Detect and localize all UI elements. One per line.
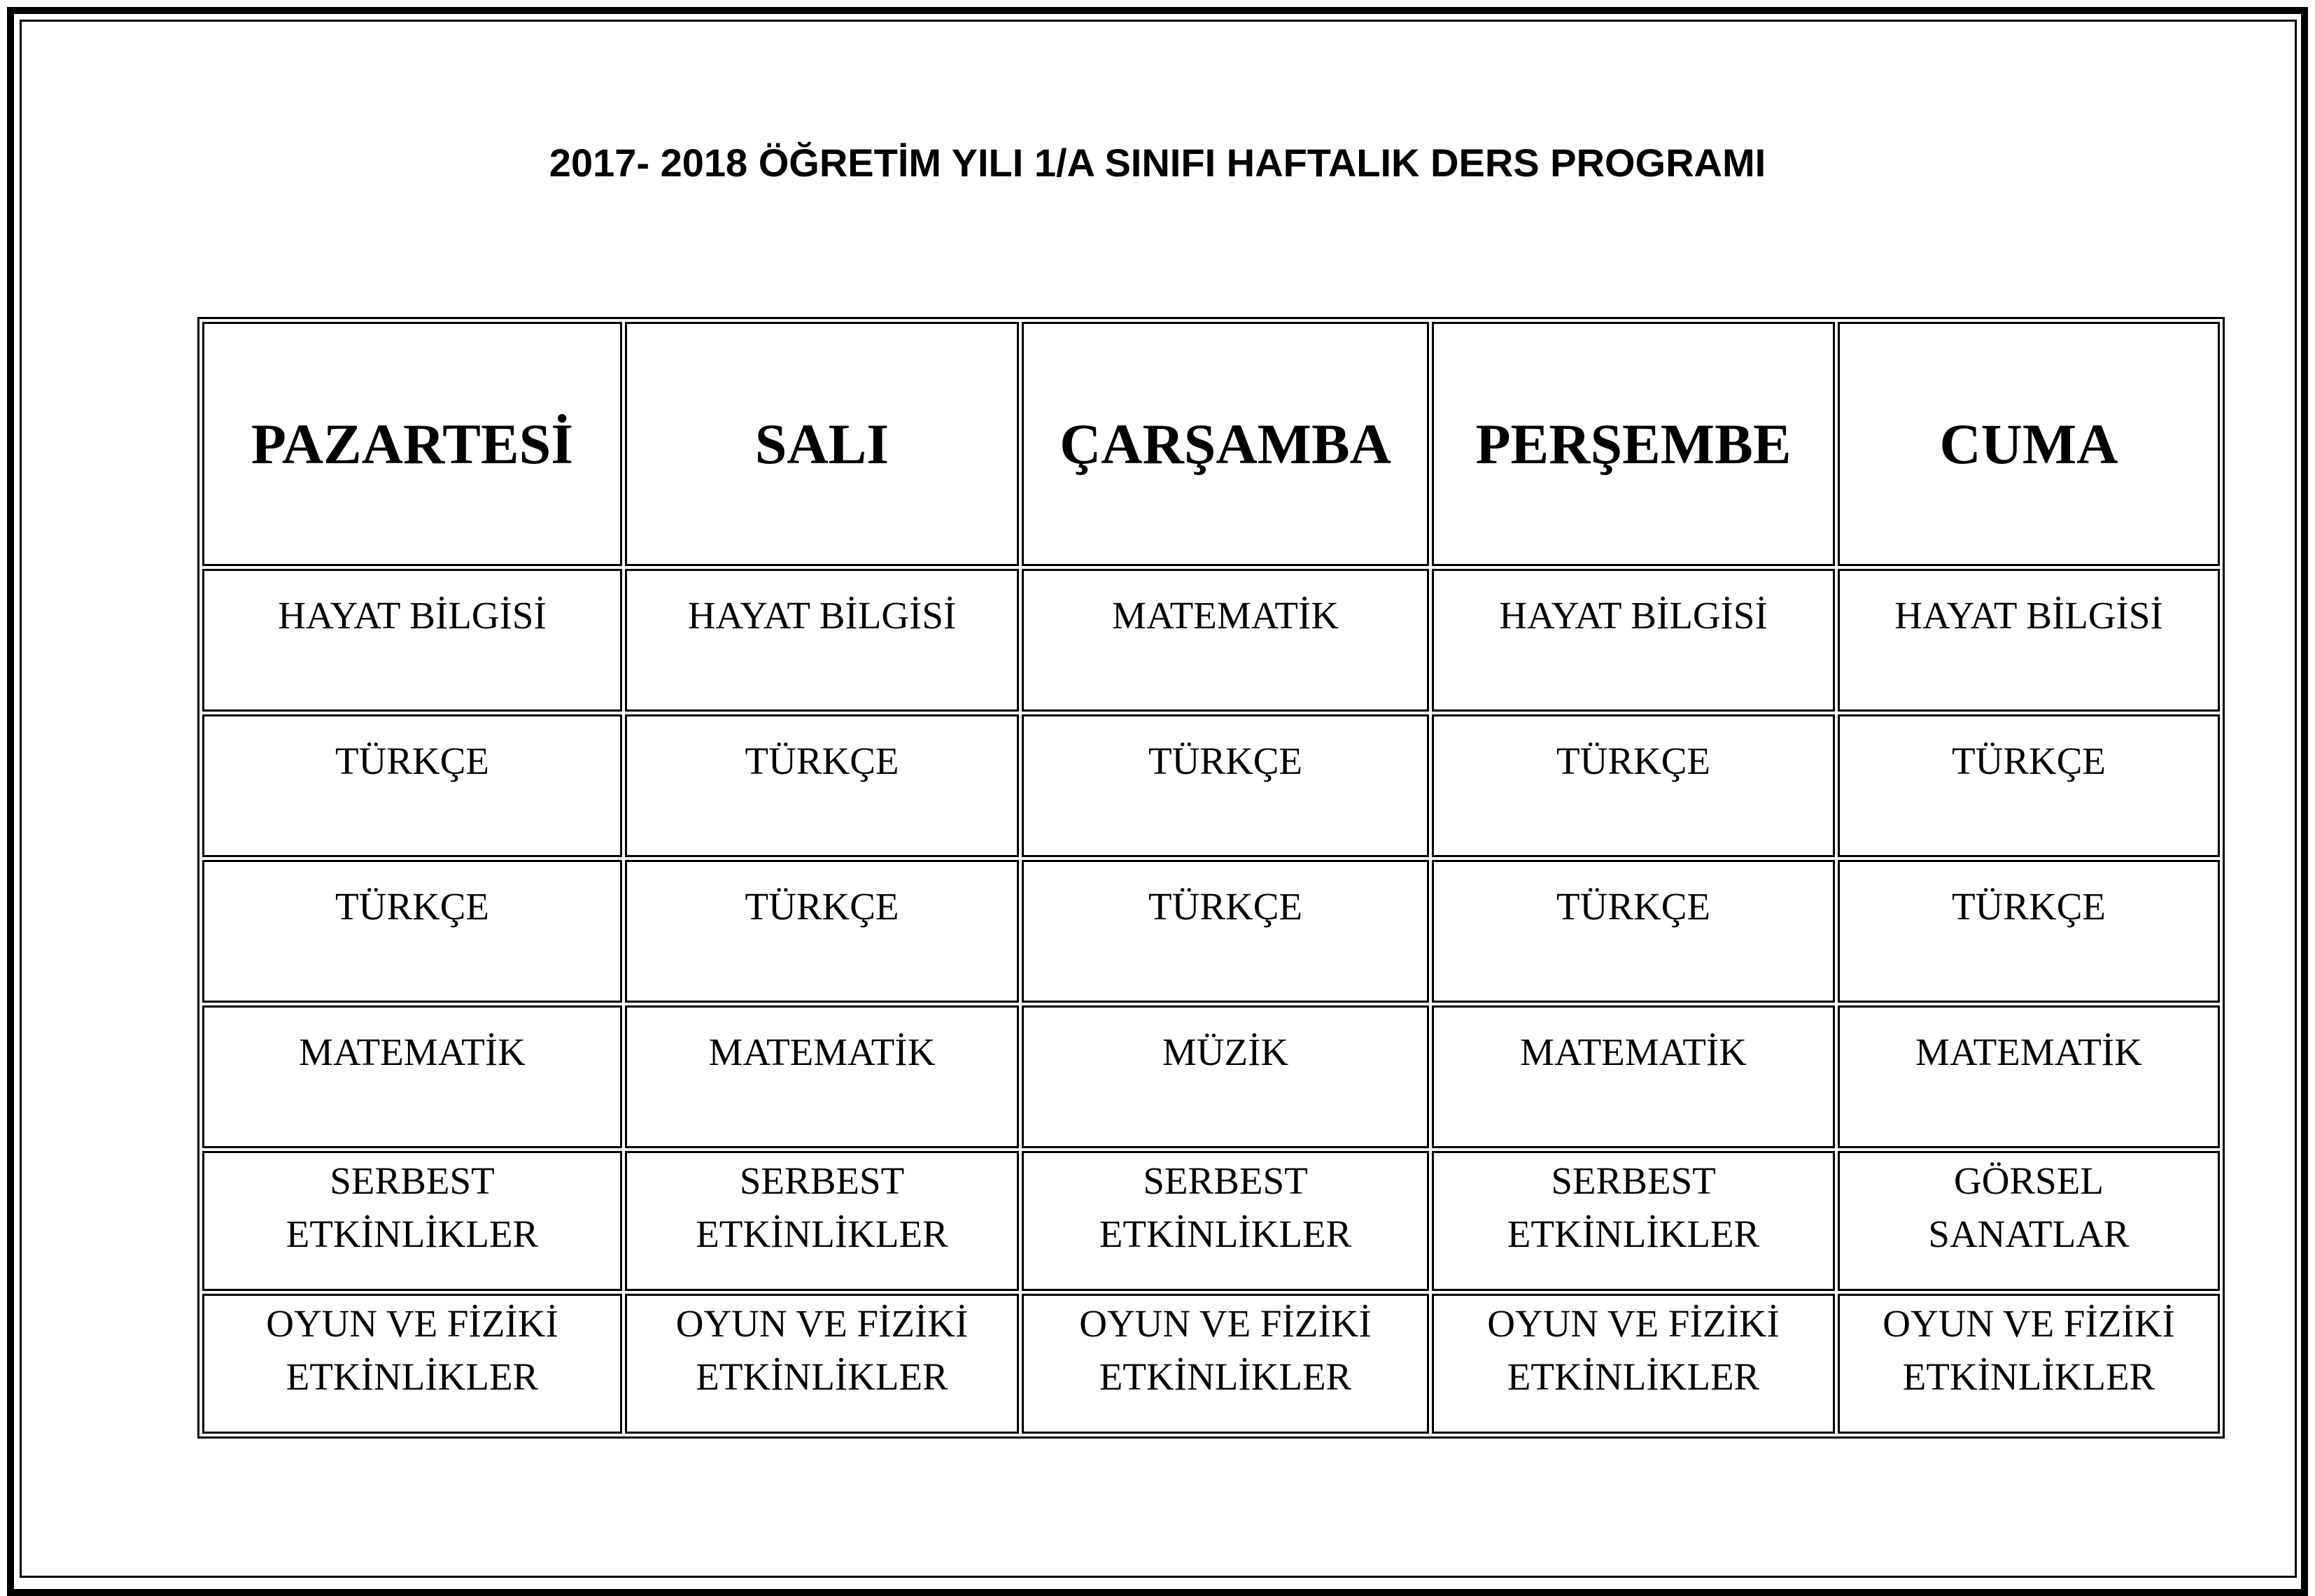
lesson-name-line: MATEMATİK [708, 1031, 936, 1073]
lesson-name-line: MATEMATİK [1915, 1031, 2142, 1073]
lesson-cell [625, 569, 1019, 712]
lesson-cell [625, 1294, 1019, 1434]
lesson-cell [1838, 860, 2220, 1003]
lesson-name-line: HAYAT BİLGİSİ [278, 594, 547, 637]
lesson-name-line: TÜRKÇE [1556, 885, 1710, 928]
lesson-name-line: SANATLAR [1928, 1213, 2130, 1255]
lesson-cell [1838, 1294, 2220, 1434]
lesson-name-line: OYUN VE FİZİKİ [1079, 1302, 1372, 1345]
lesson-cell [1432, 1294, 1835, 1434]
lesson-name-line: SERBEST [330, 1159, 495, 1202]
lesson-cell [1838, 714, 2220, 857]
lesson-name-line: MÜZİK [1162, 1031, 1289, 1073]
lesson-name-line: SERBEST [1551, 1159, 1716, 1202]
lesson-name-line: MATEMATİK [1112, 594, 1339, 637]
lesson-cell [1432, 714, 1835, 857]
lesson-name-line: MATEMATİK [1520, 1031, 1747, 1073]
lesson-name-line: OYUN VE FİZİKİ [1487, 1302, 1780, 1345]
lesson-name-line: TÜRKÇE [1952, 740, 2106, 782]
lesson-cell [1022, 1151, 1429, 1291]
lesson-cell [202, 714, 622, 857]
lesson-cell [1432, 1005, 1835, 1148]
day-header-tuesday: SALI [625, 322, 1019, 566]
lesson-name-line: TÜRKÇE [1952, 885, 2106, 928]
lesson-cell [1022, 860, 1429, 1003]
lesson-name-line: TÜRKÇE [335, 885, 489, 928]
lesson-name-line: HAYAT BİLGİSİ [1894, 594, 2163, 637]
lesson-cell [1838, 569, 2220, 712]
lesson-name-line: GÖRSEL [1954, 1159, 2104, 1202]
lesson-cell [1432, 1151, 1835, 1291]
schedule-row-period-3 [202, 860, 2220, 1003]
lesson-name-line: HAYAT BİLGİSİ [1499, 594, 1768, 637]
lesson-name-line: HAYAT BİLGİSİ [687, 594, 957, 637]
lesson-name-line: ETKİNLİKLER [1099, 1213, 1352, 1255]
lesson-name-line: SERBEST [739, 1159, 905, 1202]
lesson-cell [202, 569, 622, 712]
lesson-cell [1022, 1005, 1429, 1148]
lesson-name-line: OYUN VE FİZİKİ [266, 1302, 558, 1345]
day-header-monday: PAZARTESİ [202, 322, 622, 566]
lesson-cell [202, 1151, 622, 1291]
lesson-name-line: OYUN VE FİZİKİ [1883, 1302, 2175, 1345]
schedule-row-period-1 [202, 569, 2220, 712]
weekly-schedule-table [197, 317, 2225, 1439]
lesson-name-line: ETKİNLİKLER [696, 1355, 948, 1398]
schedule-row-period-2 [202, 714, 2220, 857]
lesson-cell [1022, 569, 1429, 712]
schedule-row-period-5 [202, 1151, 2220, 1291]
lesson-cell [202, 1005, 622, 1148]
schedule-header-row [202, 322, 2220, 566]
lesson-name-line: TÜRKÇE [1148, 740, 1302, 782]
lesson-name-line: TÜRKÇE [745, 885, 899, 928]
lesson-cell [625, 1151, 1019, 1291]
lesson-name-line: TÜRKÇE [1556, 740, 1710, 782]
schedule-body [202, 569, 2220, 1434]
day-header-thursday: PERŞEMBE [1432, 322, 1835, 566]
page-title: 2017- 2018 ÖĞRETİM YILI 1/A SINIFI HAFTALIK DERS PROGRAMI [549, 141, 1766, 185]
lesson-cell [625, 1005, 1019, 1148]
lesson-cell [625, 860, 1019, 1003]
lesson-name-line: SERBEST [1143, 1159, 1308, 1202]
lesson-cell [1838, 1005, 2220, 1148]
lesson-cell [625, 714, 1019, 857]
lesson-cell [1432, 860, 1835, 1003]
lesson-name-line: ETKİNLİKLER [1507, 1213, 1760, 1255]
day-header-friday: CUMA [1838, 322, 2220, 566]
lesson-name-line: ETKİNLİKLER [1507, 1355, 1760, 1398]
lesson-name-line: TÜRKÇE [745, 740, 899, 782]
lesson-name-line: TÜRKÇE [1148, 885, 1302, 928]
lesson-cell [202, 860, 622, 1003]
day-header-wednesday: ÇARŞAMBA [1022, 322, 1429, 566]
lesson-name-line: ETKİNLİKLER [1099, 1355, 1352, 1398]
lesson-name-line: MATEMATİK [299, 1031, 526, 1073]
lesson-cell [1022, 1294, 1429, 1434]
lesson-cell [1838, 1151, 2220, 1291]
schedule-row-period-4 [202, 1005, 2220, 1148]
lesson-name-line: OYUN VE FİZİKİ [675, 1302, 969, 1345]
schedule-row-period-6 [202, 1294, 2220, 1434]
lesson-name-line: ETKİNLİKLER [286, 1355, 539, 1398]
lesson-name-line: ETKİNLİKLER [696, 1213, 948, 1255]
lesson-cell [1432, 569, 1835, 712]
lesson-name-line: TÜRKÇE [335, 740, 489, 782]
lesson-cell [1022, 714, 1429, 857]
lesson-cell [202, 1294, 622, 1434]
lesson-name-line: ETKİNLİKLER [1902, 1355, 2155, 1398]
lesson-name-line: ETKİNLİKLER [286, 1213, 539, 1255]
